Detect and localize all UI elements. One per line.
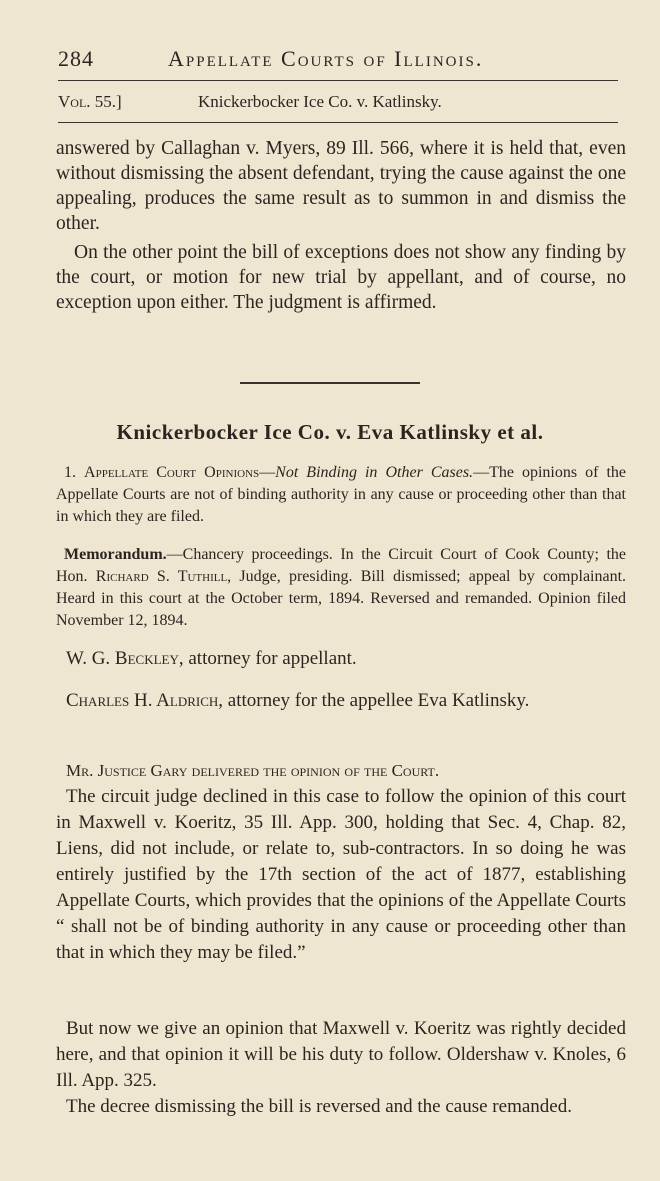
case-short-title: Knickerbocker Ice Co. v. Katlinsky. (198, 92, 442, 111)
section-separator (240, 382, 420, 384)
headnote-number: 1. (64, 464, 76, 481)
header-rule-top (58, 80, 618, 81)
opinion-paragraph-3: The decree dismissing the bill is reversed and the cause remanded. (66, 1096, 572, 1117)
memorandum: Memorandum.—Chancery proceedings. In the Circuit Court of Cook County; the Hon. Richard S. Tuthill, Judge, presiding. Bill dismissed; appeal by complainant. Heard in this court at the October term, 1894. Reversed and remanded. Opinion filed November 12, 1894. (56, 546, 627, 629)
memo-text-2: Judge, presiding. Bill dismissed; appeal by complainant. Heard in this court at the October term, 1894. Reversed and remanded. Opinion filed November 12, 1894. (56, 568, 627, 629)
continued-paragraph: answered by Callaghan v. Myers, 89 Ill. 566, where it is held that, even without dismissing the absent defendant, trying the cause against the one appealing, produces the same result as to summon in and dismiss the other. (56, 138, 626, 234)
headnote: 1. Appellate Court Opinions—Not Binding in Other Cases.—The opinions of the Appellate Courts are not of binding authority in any cause or proceeding other than that in which they are filed. (56, 464, 627, 525)
headnote-topic: Appellate Court Opinions (84, 464, 260, 481)
counsel-1-name: W. G. Beckley, (66, 648, 184, 669)
memo-text-1: Chancery proceedings. In the Circuit Court of Cook County; the Hon. (56, 546, 626, 585)
opinion-paragraph-1: The circuit judge declined in this case to follow the opinion of this court in Maxwell v. Koeritz, 35 Ill. App. 300, holding that Sec. 4, Chap. 82, Liens, did not include, or relate to, sub-contractors. In so doing he was entirely justified by the 17th section of the act of 1877, establishing Appellate Courts, which provides that the opinions of the Appellate Courts “ shall not be of binding authority in any cause or proceeding other than that in which they may be filed.” (56, 786, 626, 963)
counsel-1-role: attorney for appellant. (188, 648, 357, 669)
memo-judge: Richard S. Tuthill, (95, 568, 232, 585)
volume-label: Vol. 55.] (58, 92, 122, 111)
page-number: 284 (58, 46, 94, 71)
counsel-appellee (56, 688, 626, 714)
memo-label: Memorandum. (64, 546, 167, 563)
case-title: Knickerbocker Ice Co. v. Eva Katlinsky et al. (116, 420, 544, 444)
counsel-appellant (56, 646, 626, 672)
header-rule-bottom (58, 122, 618, 123)
closing-paragraph: On the other point the bill of exceptions does not show any finding by the court, or motion for new trial by appellant, and of course, no exception upon either. The judgment is affirmed. (56, 242, 626, 313)
running-title: Appellate Courts of Illinois. (168, 46, 484, 71)
opinion-intro: Mr. Justice Gary delivered the opinion of the Court. (66, 761, 440, 780)
counsel-2-role: attorney for the appellee Eva Katlinsky. (227, 690, 530, 711)
counsel-2-name: Charles H. Aldrich, (66, 690, 224, 711)
headnote-italic: Not Binding in Other Cases. (275, 464, 474, 481)
opinion-paragraph-2: But now we give an opinion that Maxwell v. Koeritz was rightly decided here, and that opinion it will be his duty to follow. Oldershaw v. Knoles, 6 Ill. App. 325. (56, 1018, 626, 1091)
headnote-body: The opinions of the Appellate Courts are not of binding authority in any cause or proceeding other than that in which they are filed. (56, 464, 627, 525)
